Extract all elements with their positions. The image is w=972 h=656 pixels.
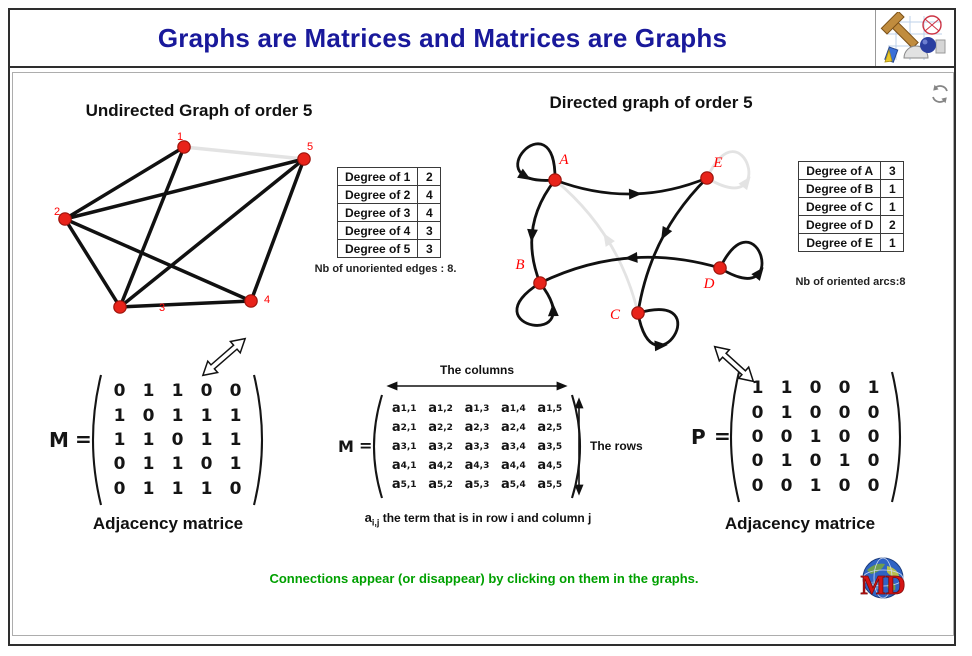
matrix-p-cell-3-5: 0 xyxy=(867,426,880,447)
matrix-p-cell-2-2: 1 xyxy=(780,402,793,423)
matrix-m-equals: = xyxy=(75,427,92,451)
matrix-m-cell-4-2: 1 xyxy=(142,454,155,475)
generic-matrix-entries xyxy=(386,399,568,494)
edge-1-2[interactable] xyxy=(65,147,184,219)
matrix-p-right-paren xyxy=(892,372,900,502)
generic-matrix-cell-3-1: a 3,1 xyxy=(391,439,417,454)
matrix-p-cell-2-3: 0 xyxy=(809,402,822,423)
math-tools-logo xyxy=(875,10,954,66)
undirected-vertex-3[interactable] xyxy=(114,301,126,313)
generic-matrix-cell-3-2: a 3,2 xyxy=(428,439,453,454)
matrix-m-cell-4-3: 1 xyxy=(171,454,184,475)
rows-label: The rows xyxy=(590,439,643,453)
directed-vertex-label-D: D xyxy=(703,276,715,292)
graph-matrix-link-arrow-left xyxy=(203,339,245,376)
directed-vertex-label-B: B xyxy=(515,257,525,273)
matrix-p-cell-4-5: 0 xyxy=(867,451,880,472)
degree-undirected-row-3 xyxy=(338,222,441,240)
matrix-m-name: M xyxy=(49,428,69,452)
matrix-m-cell-1-1: 0 xyxy=(113,381,126,402)
undirected-graph-title: Undirected Graph of order 5 xyxy=(85,101,313,120)
matrix-p-cell-1-5: 1 xyxy=(867,378,880,399)
matrix-p-cell-3-4: 0 xyxy=(838,426,851,447)
title-bar xyxy=(10,10,954,68)
undirected-vertex-label-5: 5 xyxy=(306,141,314,153)
generic-matrix-equals: = xyxy=(359,436,373,455)
degree-undirected-value-0: 2 xyxy=(418,168,441,186)
generic-matrix-cell-3-5: a 3,5 xyxy=(537,439,563,454)
undirected-vertex-2[interactable] xyxy=(59,213,71,225)
matrix-m-left-paren xyxy=(93,375,101,505)
degree-undirected-row-1 xyxy=(338,186,441,204)
generic-matrix-cell-2-3: a 2,3 xyxy=(464,420,490,435)
generic-matrix-cell-2-5: a 2,5 xyxy=(537,420,563,435)
globe-logo-text: MD xyxy=(860,570,906,600)
generic-matrix-cell-5-1: a 5,1 xyxy=(391,477,417,492)
arc-D-B[interactable] xyxy=(540,257,720,283)
matrix-m-cell-3-1: 1 xyxy=(113,429,126,450)
matrix-p-cell-4-1: 0 xyxy=(751,451,764,472)
graphs-drawing xyxy=(13,73,953,635)
instruction-note: Connections appear (or disappear) by clicking on them in the graphs. xyxy=(269,571,699,586)
matrix-m-cell-2-3: 1 xyxy=(171,405,184,426)
matrix-p-cell-1-3: 0 xyxy=(809,378,822,399)
matrix-p-cell-2-4: 0 xyxy=(838,402,851,423)
undirected-vertex-label-2: 2 xyxy=(53,206,61,218)
matrix-m-right-paren xyxy=(254,375,262,505)
directed-vertex-B[interactable] xyxy=(534,277,546,289)
self-loop-B-arrowhead xyxy=(548,303,559,316)
degree-undirected-label-4: Degree of 5 xyxy=(338,240,418,258)
matrix-m-cell-3-2: 1 xyxy=(142,429,155,450)
unoriented-edges-count: Nb of unoriented edges : 8. xyxy=(314,263,457,275)
self-loop-C-arrowhead xyxy=(654,340,667,351)
generic-matrix-cell-4-2: a 4,2 xyxy=(428,458,453,473)
matrix-p-caption: Adjacency matrice xyxy=(724,514,876,533)
matrix-m-cell-4-1: 0 xyxy=(113,454,126,475)
generic-matrix-cell-1-3: a 1,3 xyxy=(464,401,490,416)
matrix-p-cell-4-4: 1 xyxy=(838,451,851,472)
degree-directed-label-3: Degree of D xyxy=(799,216,881,234)
matrix-p-cell-2-1: 0 xyxy=(751,402,764,423)
degree-directed-value-1: 1 xyxy=(881,180,904,198)
aij-definition-note xyxy=(343,510,613,527)
edge-3-4[interactable] xyxy=(120,301,251,307)
directed-vertex-label-E: E xyxy=(713,155,723,171)
self-loop-B[interactable] xyxy=(517,283,553,325)
matrix-p-cell-1-4: 0 xyxy=(838,378,851,399)
generic-matrix-cell-5-5: a 5,5 xyxy=(537,477,563,492)
arc-D-B-arrowhead xyxy=(624,252,637,263)
degree-table-directed xyxy=(798,161,904,252)
generic-matrix-cell-4-5: a 4,5 xyxy=(537,458,563,473)
generic-matrix-cell-5-3: a 5,3 xyxy=(464,477,490,492)
matrix-m-cell-1-2: 1 xyxy=(142,381,155,402)
matrix-m-cell-5-1: 0 xyxy=(113,478,126,499)
generic-matrix-cell-2-1: a 2,1 xyxy=(391,420,417,435)
generic-matrix-cell-4-4: a 4,4 xyxy=(501,458,526,473)
undirected-vertex-4[interactable] xyxy=(245,295,257,307)
matrix-p-cell-4-3: 0 xyxy=(809,451,822,472)
degree-undirected-row-2 xyxy=(338,204,441,222)
generic-matrix-cell-4-1: a 4,1 xyxy=(391,458,417,473)
directed-vertex-A[interactable] xyxy=(549,174,561,186)
matrix-p-cell-1-2: 1 xyxy=(780,378,793,399)
columns-arrow-head-right xyxy=(557,382,568,391)
matrix-p-cell-2-5: 0 xyxy=(867,402,880,423)
arc-C-A[interactable] xyxy=(555,180,638,313)
directed-graph-title: Directed graph of order 5 xyxy=(549,93,753,112)
matrix-p-cell-1-1: 1 xyxy=(751,378,764,399)
degree-directed-value-2: 1 xyxy=(881,198,904,216)
matrix-m-caption: Adjacency matrice xyxy=(92,514,244,533)
oriented-arcs-count: Nb of oriented arcs:8 xyxy=(795,276,906,288)
matrix-p-name: P xyxy=(691,425,706,449)
matrix-m-cell-2-4: 1 xyxy=(200,405,213,426)
undirected-vertex-label-3: 3 xyxy=(158,302,166,314)
matrix-p-cell-5-1: 0 xyxy=(751,475,764,496)
degree-directed-row-0 xyxy=(799,162,904,180)
edge-2-4[interactable] xyxy=(65,219,251,301)
aij-symbol: a xyxy=(364,510,372,525)
degree-undirected-row-0 xyxy=(338,168,441,186)
matrix-m-cell-5-5: 0 xyxy=(229,478,242,499)
matrix-m-cell-5-4: 1 xyxy=(200,478,213,499)
degree-undirected-value-1: 4 xyxy=(418,186,441,204)
degree-undirected-value-4: 3 xyxy=(418,240,441,258)
generic-matrix-cell-3-3: a 3,3 xyxy=(464,439,490,454)
degree-undirected-value-3: 3 xyxy=(418,222,441,240)
undirected-vertex-label-4: 4 xyxy=(263,294,271,306)
matrix-m-cell-4-4: 0 xyxy=(200,454,213,475)
matrix-m-cell-2-1: 1 xyxy=(113,405,126,426)
degree-directed-label-4: Degree of E xyxy=(799,234,881,252)
matrix-m-cell-2-2: 0 xyxy=(142,405,155,426)
matrix-m-cell-5-3: 1 xyxy=(171,478,184,499)
generic-matrix-cell-3-4: a 3,4 xyxy=(501,439,526,454)
matrix-m-cell-4-5: 1 xyxy=(229,454,242,475)
generic-matrix-left-paren xyxy=(374,395,382,498)
generic-matrix-cell-4-3: a 4,3 xyxy=(464,458,490,473)
generic-matrix-cell-2-4: a 2,4 xyxy=(501,420,526,435)
degree-directed-row-1 xyxy=(799,180,904,198)
matrix-m-cell-1-3: 1 xyxy=(171,381,184,402)
degree-directed-value-0: 3 xyxy=(881,162,904,180)
globe-logo xyxy=(857,554,909,606)
generic-matrix-cell-1-5: a 1,5 xyxy=(537,401,563,416)
degree-directed-value-3: 2 xyxy=(881,216,904,234)
matrix-p-cell-5-2: 0 xyxy=(780,475,793,496)
reset-button[interactable] xyxy=(929,83,951,105)
arc-E-C[interactable] xyxy=(638,178,707,313)
matrix-p-left-paren xyxy=(731,372,739,502)
matrix-m-cell-3-4: 1 xyxy=(200,429,213,450)
matrix-p-equals: = xyxy=(714,424,731,448)
applet-canvas xyxy=(12,72,954,636)
page-title: Graphs are Matrices and Matrices are Graphs xyxy=(157,22,728,53)
matrix-p-cell-3-2: 0 xyxy=(780,426,793,447)
generic-matrix-cell-5-4: a 5,4 xyxy=(501,477,526,492)
degree-directed-label-1: Degree of B xyxy=(799,180,881,198)
matrix-p-cell-5-3: 1 xyxy=(809,475,822,496)
degree-directed-row-2 xyxy=(799,198,904,216)
directed-vertex-label-C: C xyxy=(609,307,621,323)
degree-undirected-row-4 xyxy=(338,240,441,258)
arc-A-E-arrowhead xyxy=(629,189,642,200)
degree-directed-row-3 xyxy=(799,216,904,234)
degree-table-undirected xyxy=(337,167,441,258)
matrix-m-cell-3-5: 1 xyxy=(229,429,242,450)
matrix-p-cell-3-1: 0 xyxy=(751,426,764,447)
degree-undirected-label-3: Degree of 4 xyxy=(338,222,418,240)
math-tools-icon xyxy=(880,12,950,64)
matrix-p-values xyxy=(743,376,888,498)
degree-directed-value-4: 1 xyxy=(881,234,904,252)
matrix-p-cell-5-5: 0 xyxy=(867,475,880,496)
degree-directed-label-2: Degree of C xyxy=(799,198,881,216)
matrix-m-cell-3-3: 0 xyxy=(171,429,184,450)
generic-matrix-cell-2-2: a 2,2 xyxy=(428,420,453,435)
matrix-m-values xyxy=(105,379,250,501)
degree-directed-row-4 xyxy=(799,234,904,252)
matrix-p-cell-3-3: 1 xyxy=(809,426,822,447)
directed-vertex-D[interactable] xyxy=(714,262,726,274)
degree-undirected-label-1: Degree of 2 xyxy=(338,186,418,204)
matrix-m-cell-1-5: 0 xyxy=(229,381,242,402)
columns-arrow-head-left xyxy=(386,382,397,391)
generic-matrix-cell-1-1: a 1,1 xyxy=(391,401,417,416)
matrix-p-cell-4-2: 1 xyxy=(780,451,793,472)
generic-matrix-cell-1-4: a 1,4 xyxy=(501,401,526,416)
degree-undirected-value-2: 4 xyxy=(418,204,441,222)
directed-vertex-E[interactable] xyxy=(701,172,713,184)
undirected-vertex-5[interactable] xyxy=(298,153,310,165)
matrix-m-cell-5-2: 1 xyxy=(142,478,155,499)
matrix-m-cell-2-5: 1 xyxy=(229,405,242,426)
aij-text: the term that is in row i and column j xyxy=(379,511,592,525)
edge-1-5[interactable] xyxy=(184,147,304,159)
columns-label: The columns xyxy=(439,363,514,377)
directed-vertex-label-A: A xyxy=(559,152,569,168)
aij-subscript: i,j xyxy=(371,517,380,528)
degree-undirected-label-2: Degree of 3 xyxy=(338,204,418,222)
matrix-p-cell-5-4: 0 xyxy=(838,475,851,496)
undirected-vertex-label-1: 1 xyxy=(176,131,184,143)
generic-matrix-cell-5-2: a 5,2 xyxy=(428,477,453,492)
generic-matrix-cell-1-2: a 1,2 xyxy=(428,401,453,416)
degree-undirected-label-0: Degree of 1 xyxy=(338,168,418,186)
directed-vertex-C[interactable] xyxy=(632,307,644,319)
generic-matrix-name: M xyxy=(338,437,354,456)
degree-directed-label-0: Degree of A xyxy=(799,162,881,180)
matrix-m-cell-1-4: 0 xyxy=(200,381,213,402)
